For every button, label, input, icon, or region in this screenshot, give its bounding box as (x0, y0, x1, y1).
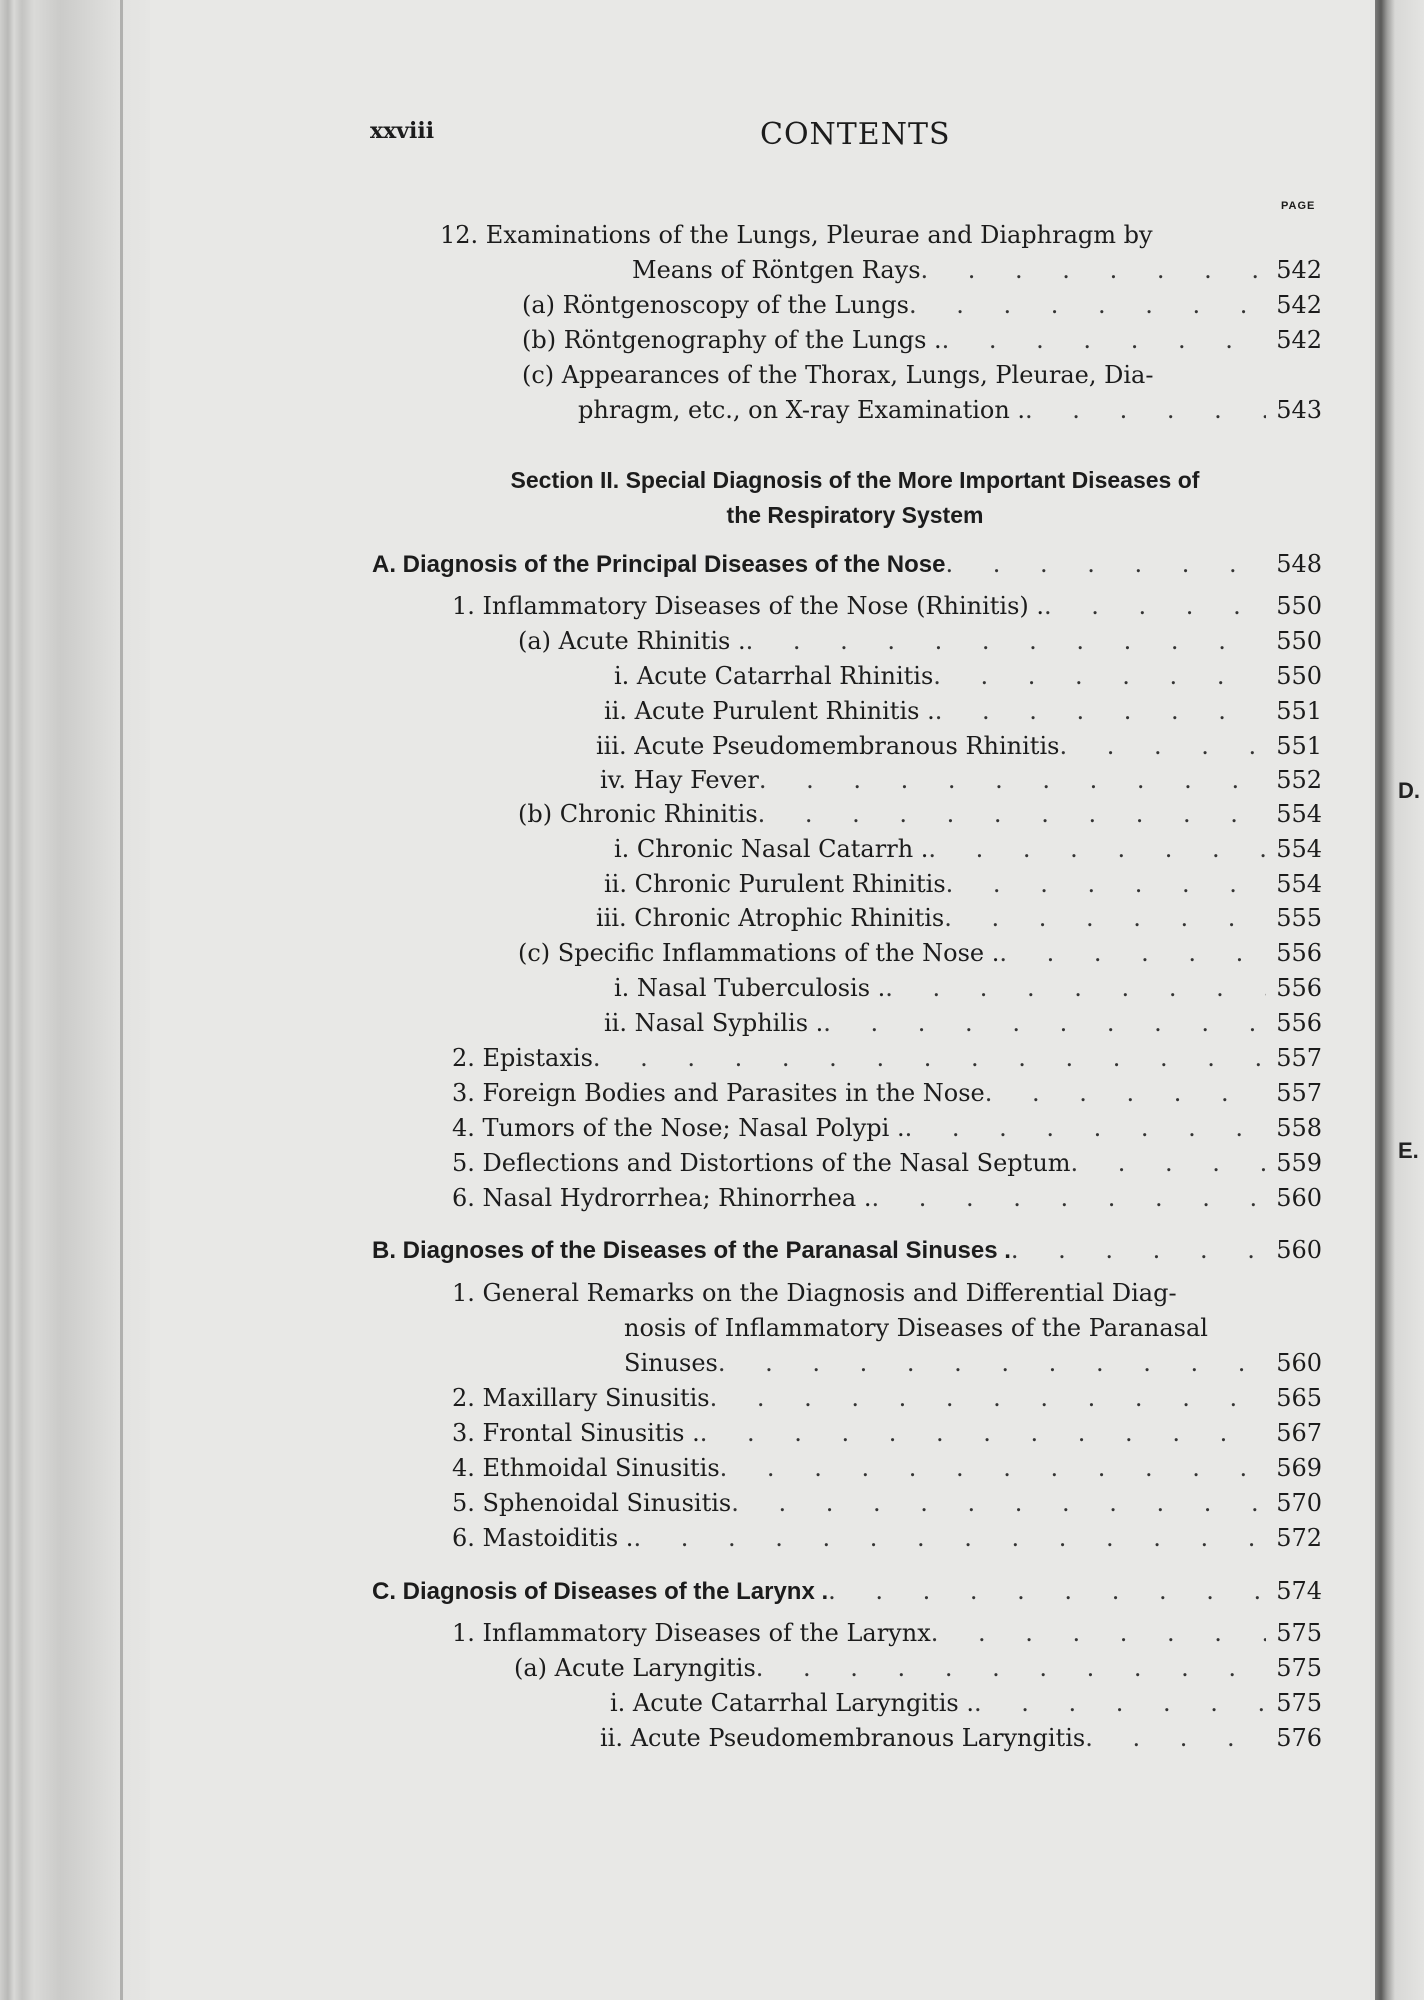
toc-entry (452, 1416, 1322, 1450)
toc-entry (440, 218, 1255, 252)
toc-entry-title: iii. Acute Pseudomembranous Rhinitis (596, 732, 1060, 760)
page-title: CONTENTS (760, 117, 951, 152)
toc-entry-title: iii. Chronic Atrophic Rhinitis (596, 904, 945, 932)
toc-part-title: A. Diagnosis of the Principal Diseases of the Nose (372, 551, 946, 578)
toc-entry-title: 1. General Remarks on the Diagnosis and Differential Diag- (452, 1279, 1177, 1307)
dot-leader (944, 901, 1266, 935)
dot-leader (1025, 393, 1266, 427)
toc-page-number: 556 (1276, 939, 1322, 967)
toc-entry (600, 1721, 1322, 1755)
toc-entry-title: (c) Appearances of the Thorax, Lungs, Pleurae, Dia- (522, 361, 1154, 389)
toc-entry (518, 624, 1322, 658)
toc-entry (452, 589, 1322, 623)
dot-leader (921, 253, 1266, 287)
toc-entry-title: 3. Frontal Sinusitis . (452, 1419, 700, 1447)
toc-entry-title: (a) Röntgenoscopy of the Lungs (522, 291, 909, 319)
toc-entry (522, 358, 1262, 392)
toc-entry (614, 832, 1322, 866)
toc-entry (514, 1651, 1322, 1685)
toc-entry (624, 1311, 1264, 1345)
toc-entry-title: iv. Hay Fever (600, 766, 759, 794)
toc-entry (452, 1076, 1322, 1110)
dot-leader (931, 1616, 1266, 1650)
dot-leader (974, 1686, 1266, 1720)
dot-leader (1044, 589, 1266, 623)
dot-leader (999, 936, 1266, 970)
toc-entry (522, 288, 1322, 322)
dot-leader (1011, 1233, 1266, 1267)
dot-leader (758, 797, 1266, 831)
dot-leader (700, 1416, 1266, 1450)
toc-entry (614, 971, 1322, 1005)
toc-entry-title: (b) Röntgenography of the Lungs . (522, 326, 942, 354)
toc-page-number: 552 (1276, 766, 1322, 794)
toc-entry (452, 1381, 1322, 1415)
dot-leader (746, 624, 1266, 658)
dot-leader (935, 694, 1266, 728)
toc-page-number: 572 (1276, 1524, 1322, 1552)
toc-page-number: 542 (1276, 256, 1322, 284)
dot-leader (905, 1111, 1266, 1145)
toc-page-number: 557 (1276, 1079, 1322, 1107)
toc-page-number: 557 (1276, 1044, 1322, 1072)
dot-leader (946, 867, 1266, 901)
toc-entry-title: 3. Foreign Bodies and Parasites in the Nose (452, 1079, 985, 1107)
toc-entry-title: i. Acute Catarrhal Laryngitis . (610, 1689, 974, 1717)
toc-page-number: 554 (1276, 870, 1322, 898)
toc-part-heading (372, 1233, 1322, 1267)
toc-entry-title: ii. Nasal Syphilis . (604, 1009, 824, 1037)
toc-entry-title: nosis of Inflammatory Diseases of the Paranasal (624, 1314, 1208, 1342)
toc-part-heading (372, 547, 1322, 581)
toc-entry-title: 2. Maxillary Sinusitis (452, 1384, 710, 1412)
dot-leader (710, 1381, 1266, 1415)
toc-page-number: 543 (1276, 396, 1322, 424)
toc-page-number: 575 (1276, 1619, 1322, 1647)
toc-entry (632, 253, 1322, 287)
toc-page-number: 551 (1276, 732, 1322, 760)
toc-entry (600, 763, 1322, 797)
toc-page-number: 548 (1276, 550, 1322, 578)
dot-leader (828, 1574, 1266, 1608)
toc-page-number: 556 (1276, 974, 1322, 1002)
dot-leader (1059, 729, 1266, 763)
toc-page-number: 560 (1276, 1349, 1322, 1377)
toc-entry-title: 4. Ethmoidal Sinusitis (452, 1454, 720, 1482)
toc-page-number: 550 (1276, 592, 1322, 620)
toc-entry (452, 1111, 1322, 1145)
toc-entry-title: 12. Examinations of the Lungs, Pleurae and Diaphragm by (440, 221, 1153, 249)
toc-entry-title: 6. Nasal Hydrorrhea; Rhinorrhea . (452, 1184, 872, 1212)
toc-page-number: 574 (1276, 1577, 1322, 1605)
toc-page-number: 560 (1276, 1184, 1322, 1212)
toc-page-number: 550 (1276, 662, 1322, 690)
dot-leader (718, 1346, 1266, 1380)
toc-entry-title: (c) Specific Inflammations of the Nose . (518, 939, 1000, 967)
toc-page-number: 550 (1276, 627, 1322, 655)
toc-entry-title: ii. Chronic Purulent Rhinitis (604, 870, 946, 898)
dot-leader (759, 763, 1266, 797)
toc-entry-title: Means of Röntgen Rays (632, 256, 921, 284)
dot-leader (985, 1076, 1266, 1110)
toc-page-number: 556 (1276, 1009, 1322, 1037)
toc-entry-title: (a) Acute Laryngitis (514, 1654, 756, 1682)
dot-leader (1071, 1146, 1266, 1180)
toc-part-title: C. Diagnosis of Diseases of the Larynx . (372, 1578, 829, 1605)
toc-entry-title: phragm, etc., on X-ray Examination . (578, 396, 1026, 424)
dot-leader (633, 1521, 1266, 1555)
toc-entry (596, 729, 1322, 763)
toc-entry-title: ii. Acute Purulent Rhinitis . (604, 697, 935, 725)
toc-entry-title: 1. Inflammatory Diseases of the Nose (Rhinitis) . (452, 592, 1045, 620)
toc-entry (452, 1521, 1322, 1555)
toc-part-heading (372, 1574, 1322, 1608)
section-heading: Section II. Special Diagnosis of the More Important Diseases of (510, 467, 1200, 493)
toc-entry-title: 6. Mastoiditis . (452, 1524, 634, 1552)
toc-entry (518, 797, 1322, 831)
toc-entry (604, 694, 1322, 728)
toc-entry-title: (a) Acute Rhinitis . (518, 627, 746, 655)
toc-page-number: 570 (1276, 1489, 1322, 1517)
dot-leader (942, 323, 1266, 357)
toc-entry (522, 323, 1322, 357)
toc-entry-title: 5. Deflections and Distortions of the Nasal Septum (452, 1149, 1071, 1177)
toc-part-title: B. Diagnoses of the Diseases of the Paranasal Sinuses . (372, 1237, 1011, 1264)
dot-leader (933, 659, 1266, 693)
toc-entry-title: 2. Epistaxis (452, 1044, 593, 1072)
toc-page-number: 575 (1276, 1654, 1322, 1682)
toc-page-number: 551 (1276, 697, 1322, 725)
toc-entry (596, 901, 1322, 935)
toc-entry (518, 936, 1322, 970)
toc-entry-title: 1. Inflammatory Diseases of the Larynx (452, 1619, 931, 1647)
toc-entry-title: 4. Tumors of the Nose; Nasal Polypi . (452, 1114, 905, 1142)
toc-page-number: 555 (1276, 904, 1322, 932)
toc-page-number: 554 (1276, 800, 1322, 828)
toc-page-number: 569 (1276, 1454, 1322, 1482)
page-number-roman: xxviii (370, 118, 435, 144)
toc-entry (452, 1451, 1322, 1485)
dot-leader (731, 1486, 1266, 1520)
toc-entry-title: i. Chronic Nasal Catarrh . (614, 835, 929, 863)
toc-page-number: 559 (1276, 1149, 1322, 1177)
toc-page-number: 560 (1276, 1236, 1322, 1264)
toc-entry (452, 1486, 1322, 1520)
dot-leader (823, 1006, 1266, 1040)
toc-entry-title: ii. Acute Pseudomembranous Laryngitis (600, 1724, 1086, 1752)
page-column-label: PAGE (1281, 200, 1316, 212)
dot-leader (1085, 1721, 1266, 1755)
dot-leader (928, 832, 1266, 866)
adjacent-page-letter: E. (1398, 1138, 1419, 1163)
dot-leader (885, 971, 1266, 1005)
toc-page-number: 554 (1276, 835, 1322, 863)
toc-page-number: 567 (1276, 1419, 1322, 1447)
toc-page-number: 575 (1276, 1689, 1322, 1717)
toc-entry (452, 1146, 1322, 1180)
toc-page-number: 542 (1276, 291, 1322, 319)
toc-entry (452, 1616, 1322, 1650)
dot-leader (720, 1451, 1266, 1485)
dot-leader (909, 288, 1266, 322)
section-heading: the Respiratory System (726, 502, 984, 528)
adjacent-page-letter: D. (1398, 778, 1420, 803)
toc-entry (578, 393, 1322, 427)
toc-entry (452, 1041, 1322, 1075)
toc-page-number: 576 (1276, 1724, 1322, 1752)
toc-entry (452, 1276, 1252, 1310)
toc-entry-title: (b) Chronic Rhinitis (518, 800, 758, 828)
toc-page-number: 565 (1276, 1384, 1322, 1412)
toc-entry (624, 1346, 1322, 1380)
dot-leader (756, 1651, 1266, 1685)
toc-entry-title: 5. Sphenoidal Sinusitis (452, 1489, 732, 1517)
toc-entry (604, 867, 1322, 901)
dot-leader (945, 547, 1266, 581)
toc-page-number: 542 (1276, 326, 1322, 354)
toc-entry-title: i. Acute Catarrhal Rhinitis (614, 662, 934, 690)
toc-page-number: 558 (1276, 1114, 1322, 1142)
toc-entry (610, 1686, 1322, 1720)
toc-entry (614, 659, 1322, 693)
toc-entry (452, 1181, 1322, 1215)
dot-leader (593, 1041, 1266, 1075)
toc-entry-title: i. Nasal Tuberculosis . (614, 974, 886, 1002)
toc-entry (604, 1006, 1322, 1040)
dot-leader (871, 1181, 1266, 1215)
toc-entry-title: Sinuses (624, 1349, 718, 1377)
